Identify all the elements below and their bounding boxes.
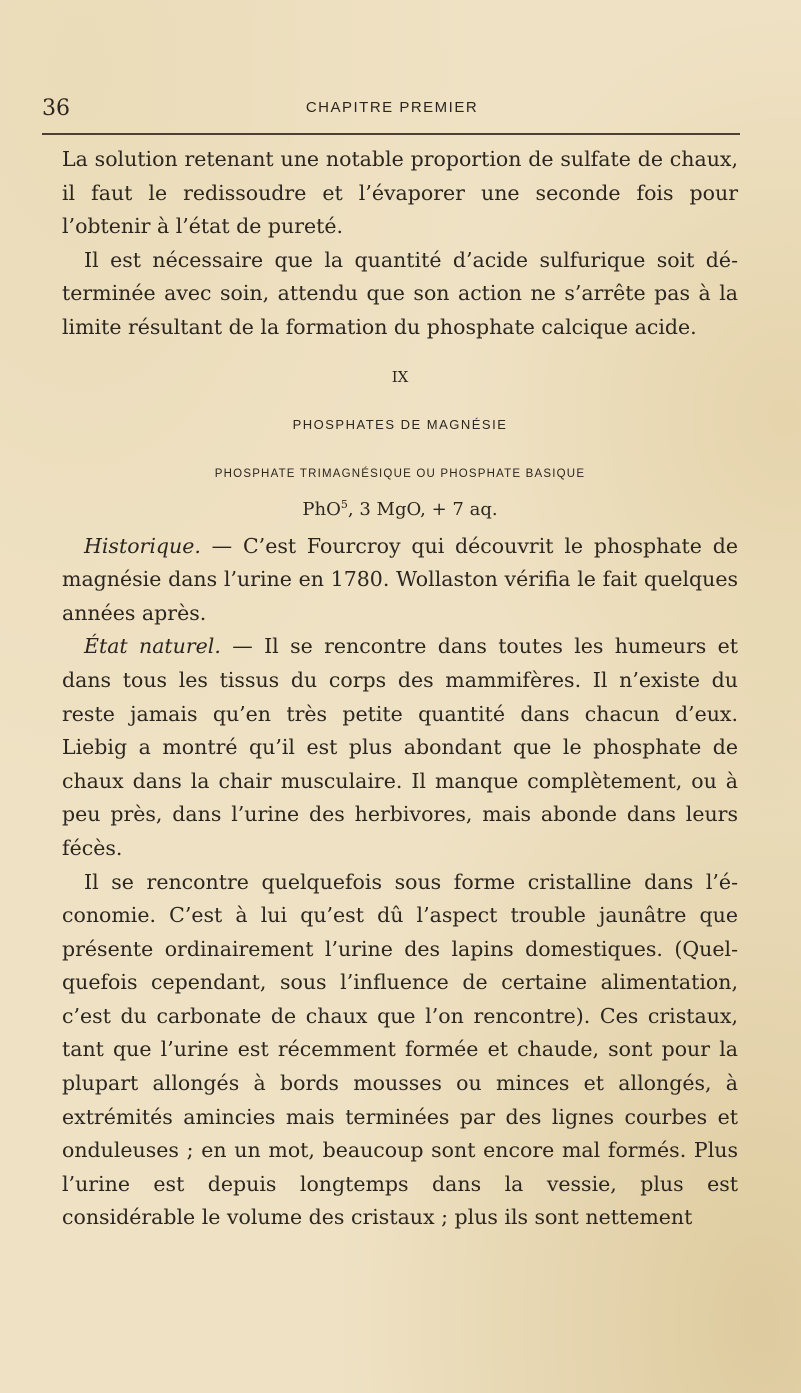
paragraph-historique [62, 530, 738, 631]
formula-main: PhO [302, 498, 341, 520]
section-title: PHOSPHATES DE MAGNÉSIE [292, 416, 508, 432]
formula-superscript: 5 [340, 497, 348, 511]
section-subtitle: PHOSPHATE TRIMAGNÉSIQUE OU PHOSPHATE BASIQUE [214, 467, 586, 480]
formula-rest: , 3 MgO, + 7 aq. [347, 498, 498, 520]
paragraph-etat-naturel [62, 630, 738, 865]
paragraph-final: Il se rencontre quelquefois sous forme cristalline dans l’é- conomie. C’est à lui qu’est dû l’aspect trouble jaunâtre que présente ordinairement l’urine des lapins domestiques. (Quel- quefois cependant, sous l’influence de certaine alimentation, c’est du carbonate de chaux que l’on rencontre). Ces cristaux, tant que l’urine est récemment formée et chaude, sont pour la plupart allongés à bords mousses ou minces et allongés, à extrémités amincies mais terminées par des lignes courbes et onduleuses ; en un mot, beaucoup sont encore mal formés. Plus l’urine est depuis longtemps dans la vessie, plus est considérable le volume des cristaux ; plus ils sont nettement [62, 869, 738, 1230]
paragraph-intro-2: Il est nécessaire que la quantité d’acide sulfurique soit dé- terminée avec soin, attendu que son action ne s’arrête pas à la limite résultant de la formation du phosphate calcique acide. [62, 247, 738, 339]
paragraph-intro-1: La solution retenant une notable proportion de sulfate de chaux, il faut le redissoudre et l’évaporer une seconde fois pour l’obtenir à l’état de pureté. [62, 147, 738, 239]
etat-label: État naturel. [84, 634, 221, 659]
page-number: 36 [42, 96, 70, 121]
historique-label: Historique. [84, 533, 201, 558]
chemical-formula [62, 491, 738, 524]
running-title: CHAPITRE PREMIER [305, 99, 479, 116]
page-header [42, 96, 742, 130]
header-rule [42, 133, 740, 135]
etat-text: — Il se rencontre dans toutes les humeurs et dans tous les tissus du corps des mammifères. Il n’existe du reste jamais qu’en très petite quantité dans chacun d’eux. Liebig a montré qu’il est plus abondant que le phosphate de chaux dans la chair musculaire. Il manque complètement, ou à peu près, dans l’urine des herbivores, mais abonde dans leurs fécès. [62, 634, 738, 860]
section-number: IX [391, 367, 409, 386]
historique-text: — C’est Fourcroy qui découvrit le phosphate de magnésie dans l’urine en 1780. Wollaston vérifia le fait quelques années après. [62, 533, 738, 625]
page-body [62, 143, 738, 1235]
